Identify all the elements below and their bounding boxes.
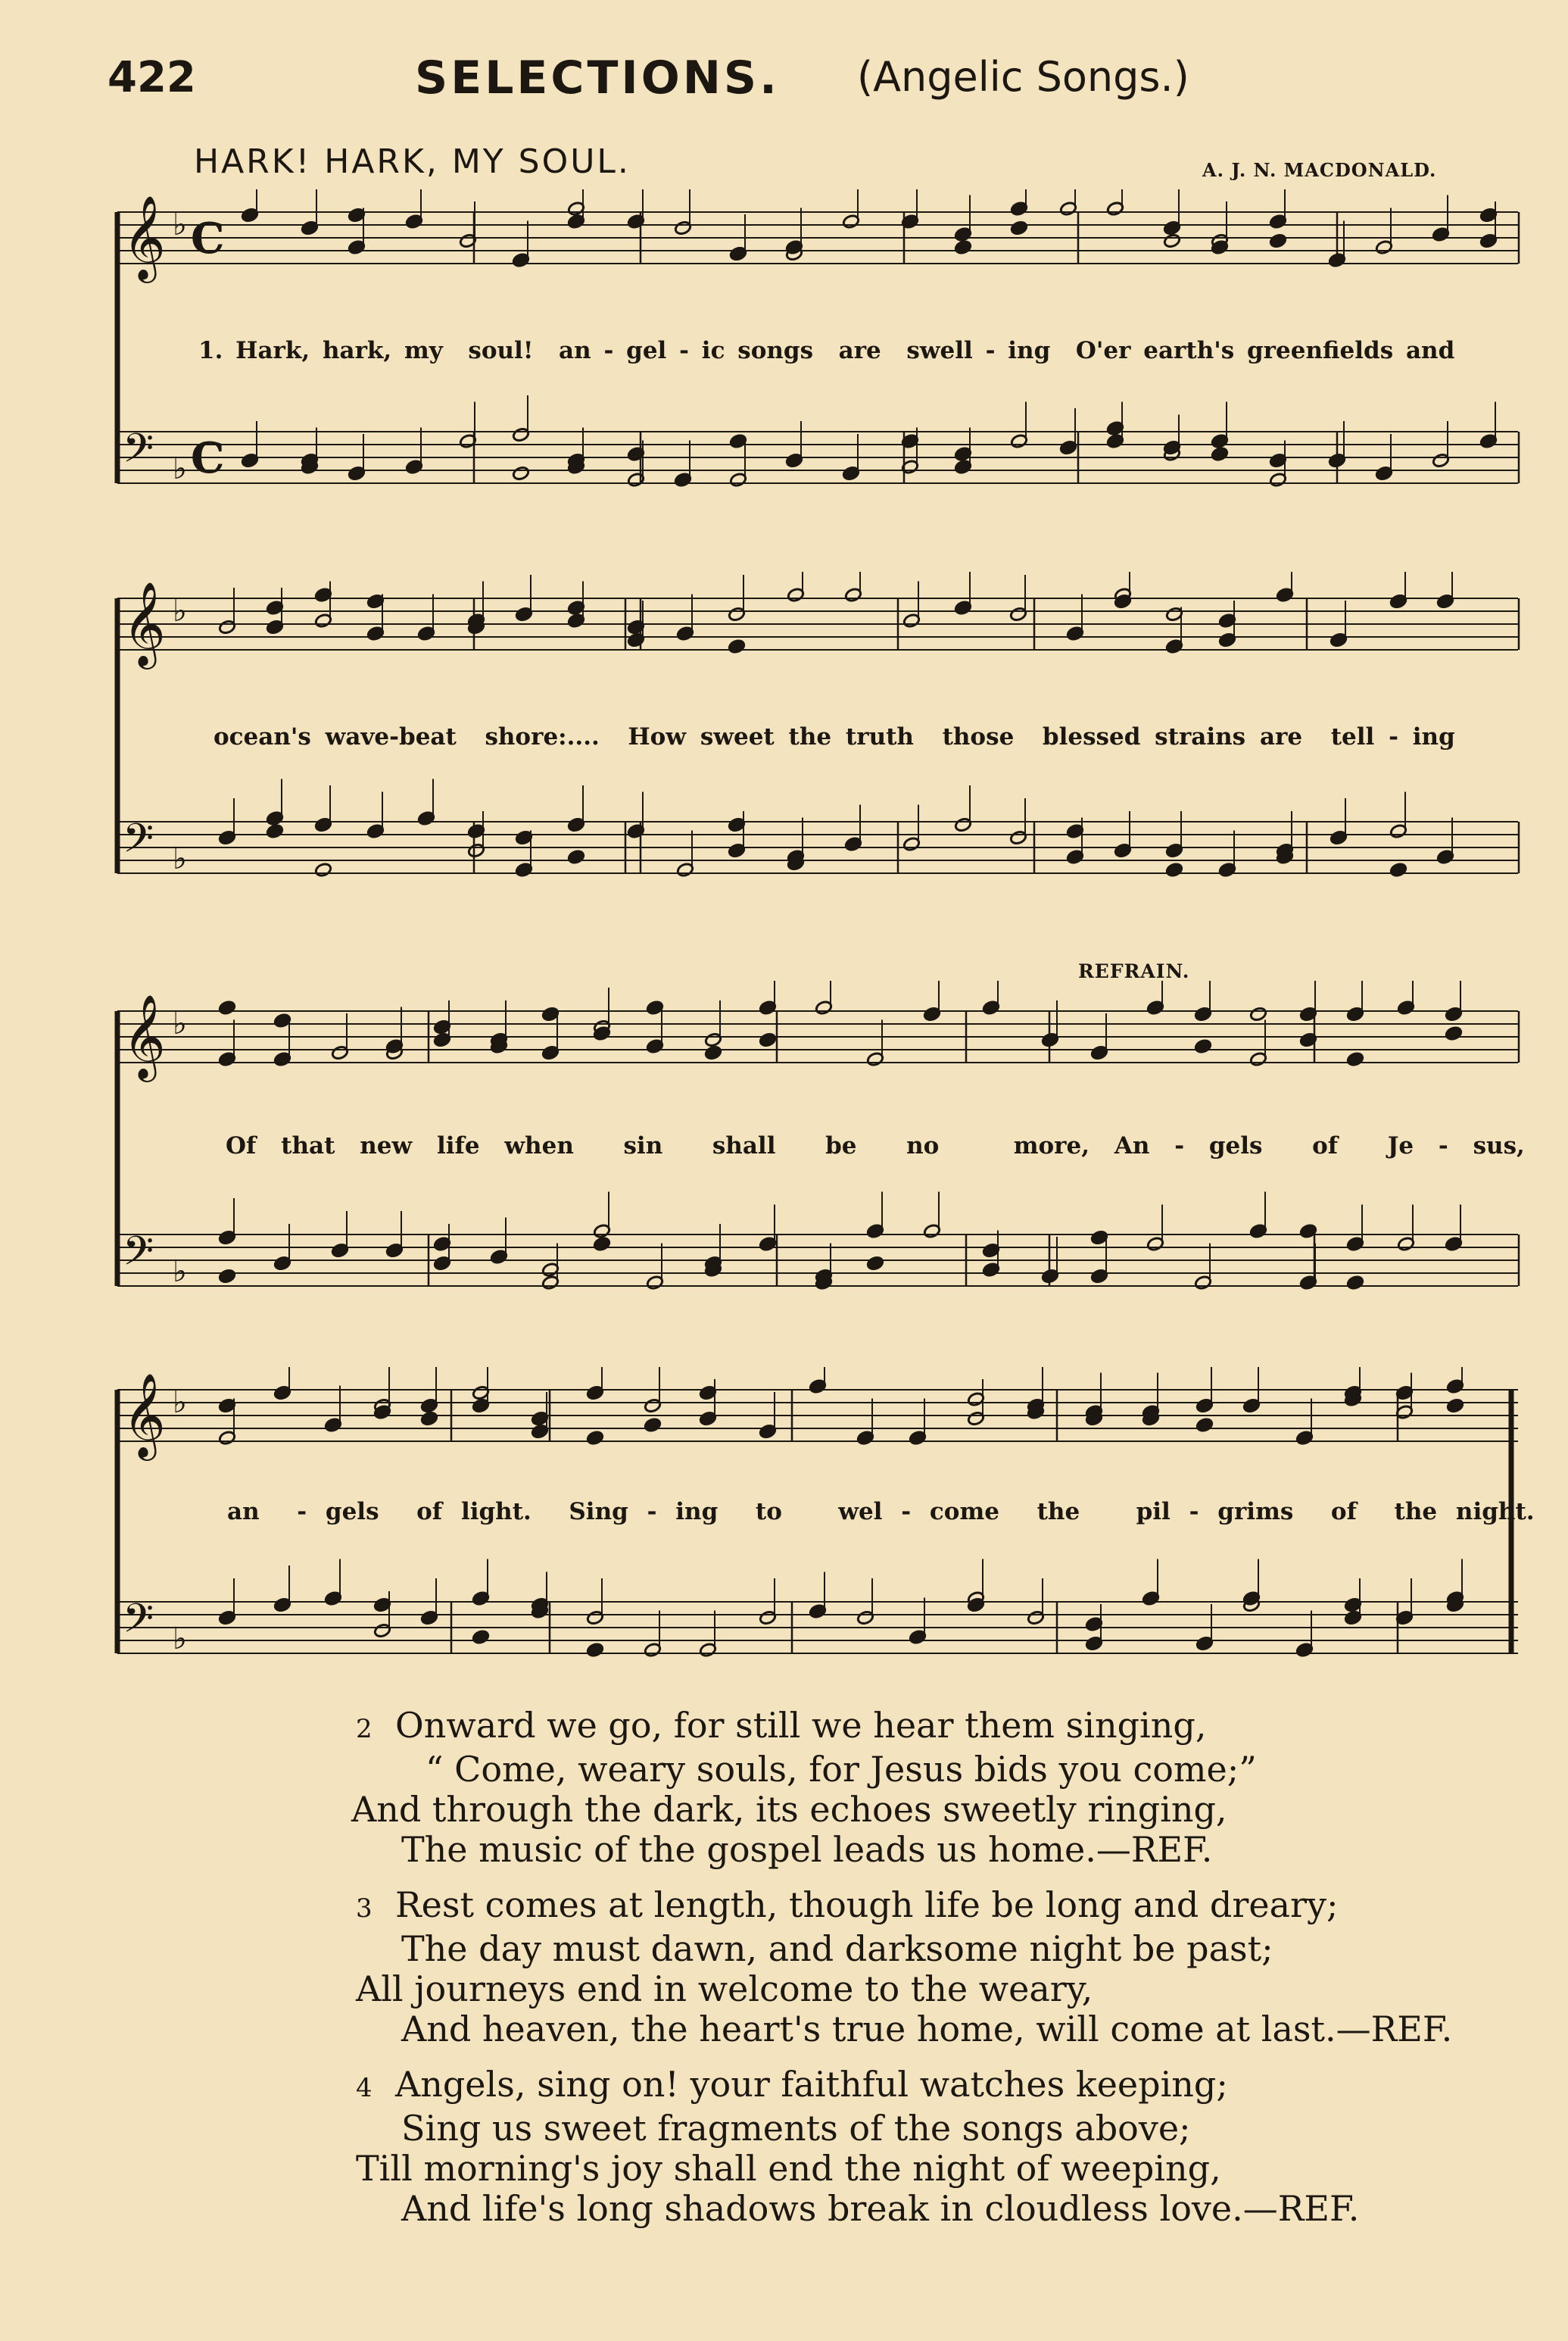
- verse-2: [351, 1705, 1492, 1870]
- note-head: [1218, 862, 1236, 877]
- flat-icon: ♭: [173, 1007, 187, 1041]
- flat-icon: ♭: [173, 208, 187, 242]
- common-time-icon: C: [191, 433, 225, 483]
- note-head: [1249, 1007, 1267, 1022]
- verse-number: 4: [356, 2073, 373, 2103]
- verse-line: Rest comes at length, though life be long and dreary;: [395, 1884, 1339, 1925]
- note-head: [1165, 862, 1183, 877]
- treble-clef-icon: 𝄞: [123, 195, 166, 279]
- note-head: [1211, 446, 1229, 461]
- bass-clef-icon: 𝄢: [123, 426, 154, 482]
- lyric-line-1: 1. Hark, hark, my soul! an - gel - ic songs are swell - ing O'er earth's greenfields and: [198, 337, 1455, 364]
- treble-clef-icon: 𝄞: [123, 581, 166, 666]
- note-head: [728, 638, 746, 654]
- verse-line: The day must dawn, and darksome night be past;: [401, 1928, 1273, 1969]
- note-head: [218, 1000, 236, 1015]
- note-head: [1106, 201, 1124, 216]
- treble-clef-icon: 𝄞: [123, 1372, 166, 1457]
- flat-icon: ♭: [173, 841, 187, 876]
- verse-line: And heaven, the heart's true home, will come at last.—REF.: [401, 2009, 1453, 2049]
- bass-clef-icon: 𝄢: [123, 1596, 154, 1652]
- note-head: [1163, 233, 1181, 248]
- verse-line: Sing us sweet fragments of the songs above;: [401, 2108, 1191, 2149]
- note-head: [1269, 233, 1287, 248]
- treble-clef-icon: 𝄞: [123, 994, 166, 1078]
- page-number: 422: [108, 53, 196, 102]
- note-head: [218, 1269, 236, 1284]
- music-system-4: [114, 1367, 1522, 1700]
- verse-line: Onward we go, for still we hear them singing,: [395, 1705, 1207, 1746]
- verse-block: [351, 1705, 1492, 2244]
- refrain-label: REFRAIN.: [1078, 960, 1190, 982]
- lyric-line-4: an - gels of light. Sing - ing to wel - come the pil - grims of the night.: [227, 1498, 1535, 1525]
- note-head: [567, 849, 585, 864]
- verse-line: And life's long shadows break in cloudless love.—REF.: [401, 2188, 1360, 2229]
- note-head: [420, 1411, 438, 1426]
- note-head: [314, 862, 332, 877]
- verse-number: 3: [356, 1893, 373, 1924]
- flat-icon: ♭: [173, 1622, 187, 1656]
- note-head: [266, 823, 284, 838]
- verse-4: [356, 2065, 1492, 2229]
- verse-number: 2: [356, 1714, 373, 1744]
- note-head: [704, 1045, 722, 1060]
- lyric-line-2: ocean's wave-beat shore:.... How sweet the truth those blessed strains are tell - ing: [214, 723, 1455, 751]
- verse-line: The music of the gospel leads us home.—REF.: [401, 1829, 1213, 1870]
- note-head: [1445, 1025, 1463, 1041]
- lyric-line-3: Of that new life when sin shall be no more, An - gels of Je - sus,: [226, 1132, 1525, 1160]
- verse-line: And through the dark, its echoes sweetly ringing,: [351, 1789, 1227, 1830]
- verse-line: “ Come, weary souls, for Jesus bids you come;”: [426, 1749, 1257, 1790]
- verse-line: Till morning's joy shall end the night of weeping,: [356, 2148, 1221, 2189]
- note-head: [586, 1430, 604, 1445]
- note-head: [1446, 1398, 1464, 1413]
- note-head: [1389, 862, 1407, 877]
- bass-clef-icon: 𝄢: [123, 816, 154, 872]
- note-head: [512, 466, 530, 481]
- flat-icon: ♭: [173, 1254, 187, 1289]
- note-head: [644, 1417, 662, 1432]
- note-head: [472, 1629, 490, 1644]
- bass-clef-icon: 𝄢: [123, 1228, 154, 1284]
- note-head: [729, 246, 747, 261]
- section-subtitle: (Angelic Songs.): [857, 53, 1189, 101]
- section-title: SELECTIONS.: [415, 52, 780, 105]
- staff-svg: [114, 1367, 1522, 1700]
- hymn-title: HARK! HARK, MY SOUL.: [194, 142, 631, 181]
- composer-credit: A. J. N. MACDONALD.: [1202, 159, 1437, 181]
- note-head: [954, 239, 972, 254]
- note-head: [1195, 1417, 1214, 1432]
- note-head: [1346, 1051, 1364, 1066]
- common-time-icon: C: [191, 214, 225, 264]
- verse-line: All journeys end in welcome to the weary,: [356, 1968, 1093, 2009]
- flat-icon: ♭: [173, 451, 187, 486]
- note-head: [586, 1642, 604, 1657]
- verse-line: Angels, sing on! your faithful watches keeping;: [395, 2064, 1228, 2105]
- flat-icon: ♭: [173, 1385, 187, 1420]
- note-head: [1010, 220, 1028, 236]
- note-head: [1346, 1275, 1364, 1290]
- note-head: [593, 1236, 611, 1251]
- note-head: [866, 1256, 884, 1271]
- verse-3: [356, 1885, 1492, 2049]
- flat-icon: ♭: [173, 594, 187, 629]
- note-head: [759, 1032, 777, 1047]
- note-head: [1194, 1038, 1212, 1053]
